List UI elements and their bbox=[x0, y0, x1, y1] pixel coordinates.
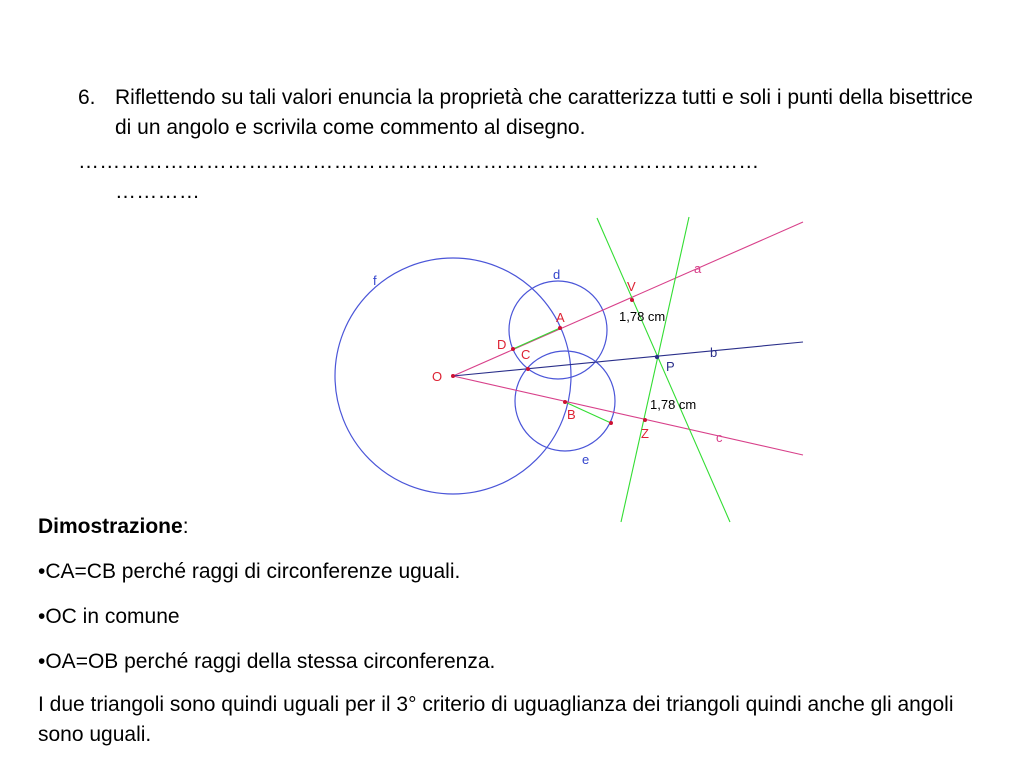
label-b: b bbox=[710, 345, 718, 360]
point-z bbox=[643, 418, 647, 422]
ray-c bbox=[453, 376, 803, 455]
point-o bbox=[451, 374, 455, 378]
perpendicular-v bbox=[597, 218, 730, 522]
question-number: 6. bbox=[78, 86, 96, 109]
label-a: a bbox=[694, 261, 702, 276]
label-point-a: A bbox=[556, 310, 565, 325]
question-text: Riflettendo su tali valori enuncia la proprietà che caratterizza tutti e soli i punti della bisettrice di un angolo e scrivila come commento al disegno. bbox=[115, 86, 973, 139]
answer-dots-line-1: …………………………………………………………………………………… bbox=[78, 150, 760, 173]
label-point-c: C bbox=[521, 347, 531, 362]
proof-heading-colon: : bbox=[182, 515, 189, 538]
label-o: O bbox=[432, 369, 443, 384]
point-b-end bbox=[609, 421, 613, 425]
label-point-v: V bbox=[627, 279, 636, 294]
label-point-p: P bbox=[666, 359, 675, 374]
proof-heading: Dimostrazione bbox=[38, 515, 183, 538]
proof-item-2: •OC in comune bbox=[38, 605, 180, 628]
label-e: e bbox=[582, 452, 590, 467]
perpendicular-z bbox=[621, 217, 689, 522]
point-v bbox=[630, 298, 634, 302]
proof-block bbox=[38, 512, 998, 765]
label-d: d bbox=[553, 267, 561, 282]
measure-label-bottom: 1,78 cm bbox=[650, 397, 697, 412]
point-p bbox=[655, 355, 659, 359]
label-point-b: B bbox=[567, 407, 576, 422]
label-point-z: Z bbox=[641, 426, 649, 441]
point-b bbox=[563, 400, 567, 404]
segment-d-a bbox=[513, 328, 560, 349]
point-c bbox=[526, 367, 530, 371]
proof-item-1: •CA=CB perché raggi di circonferenze uguali. bbox=[38, 560, 461, 583]
proof-heading-line bbox=[38, 512, 998, 542]
point-d bbox=[511, 347, 515, 351]
proof-item-3: •OA=OB perché raggi della stessa circonferenza. bbox=[38, 650, 496, 673]
point-a bbox=[558, 326, 562, 330]
proof-conclusion: I due triangoli sono quindi uguali per il 3° criterio di uguaglianza dei triangoli quindi anche gli angoli sono uguali. bbox=[38, 693, 954, 746]
label-f: f bbox=[373, 273, 377, 288]
label-c: c bbox=[716, 430, 723, 445]
measure-label-top: 1,78 cm bbox=[619, 309, 666, 324]
label-point-d: D bbox=[497, 337, 507, 352]
answer-dots-line-2: ………… bbox=[115, 180, 201, 203]
ray-a bbox=[453, 222, 803, 376]
